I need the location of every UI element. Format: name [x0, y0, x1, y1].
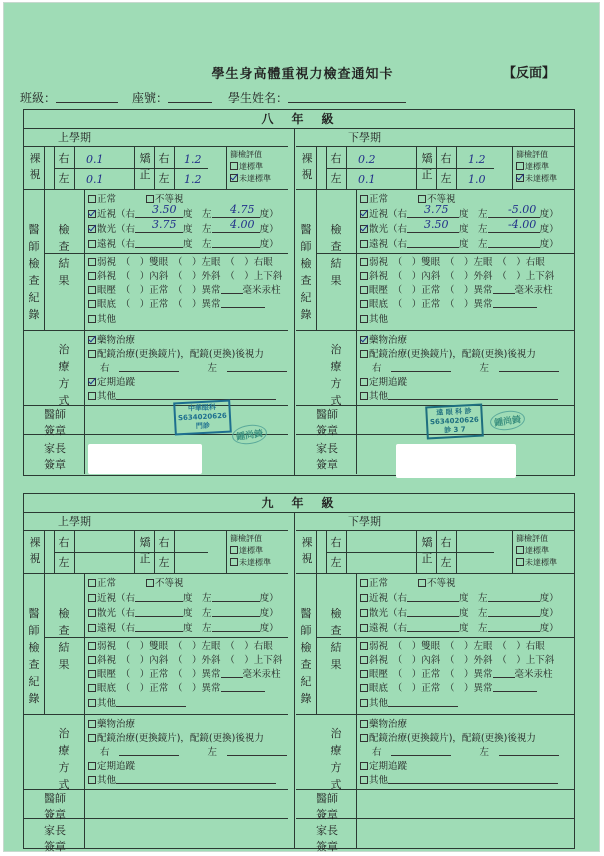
- grade9-semester1: 上學期 裸 視 右 左 矯 正 右 左 篩檢評值 達標準 未達標準 醫 師 檢 查 紀 錄 檢 查 結 果 治 療 方 式 正常 不等視 近視（右 度 左 度） 散光（右 度 左 度） 遠視（右 度 左 度） 弱視 （ ）雙眼 （ ）左眼 （ ）右眼 斜視 （ ）內斜 （ ）外斜 （ ）上下斜 眼壓 （ ）正常 （ ）異常 毫米汞柱 眼底 （ ）正常 （ ）異常 其他 藥物治療 配鏡治療(更換鏡片)，配鏡(更換)後視力 右 左 定期追蹤 其他 醫師 簽章 家長 簽章: [24, 513, 288, 848]
- card-title: 學生身高體重視力檢查通知卡: [211, 67, 394, 82]
- grade9-title: 九 年 級: [24, 494, 574, 513]
- doctor-stamp: 中華眼科 S634020626 門診: [173, 400, 232, 436]
- doctor-seal: 鍾尚錡: [489, 409, 526, 433]
- grade8-box: [23, 109, 575, 476]
- seat-field[interactable]: 座號：: [132, 89, 212, 106]
- parent-sign-label: 家長 簽章: [44, 442, 66, 471]
- name-field[interactable]: 學生姓名：: [228, 89, 406, 106]
- eval-pass[interactable]: 達標準: [230, 161, 263, 172]
- semester2-label: 下學期: [348, 131, 381, 144]
- corr-left-value: 1.2: [184, 173, 202, 186]
- doctor-seal: 鍾尚錡: [231, 423, 268, 447]
- grade8-title: 八 年 級: [24, 110, 574, 129]
- doctor-stamp: 遠 眼 科 診 S634020626 診 3 7: [425, 404, 484, 440]
- side-tag: 【反面】: [502, 66, 555, 81]
- parent-signature-redacted: [396, 444, 516, 478]
- grade8-semester1: 上學期 裸 視 右 左 0.1 0.1 矯 正 右 左 1.2 1.2 篩檢評值 達標準 未達標準 醫 師 檢 查 紀 錄 檢 查 結 果 治 療 方 式 正常 不等視 近視（右 度 左 度） 3.50 4.75 散光（右 度 左 度） 3.75 4.00 遠視（右 度 左 度） 弱視 （ ）雙眼 （ ）左眼 （ ）右眼 斜視 （ ）內斜 （ ）外斜 （ ）上下斜 眼壓 （ ）正常 （ ）異常 毫米汞柱 眼底 （ ）正常 （ ）異常 其他 藥物治療 配鏡治療(更換鏡片)，配鏡(更換)後視力 右 左 定期追蹤 其他 醫師 簽章 家長 簽章 中華眼科 S634020626 門診 鍾尚錡: [24, 129, 288, 475]
- naked-right-value: 0.1: [86, 153, 104, 166]
- treat-label: 治 療 方 式: [58, 343, 70, 408]
- semester1-label: 上學期: [58, 131, 91, 144]
- doctor-sign-label: 醫師 簽章: [44, 408, 66, 437]
- corr-right-value: 1.2: [184, 153, 202, 166]
- eval-fail[interactable]: 未達標準: [230, 173, 271, 184]
- health-card-back: [3, 2, 600, 852]
- doctor-record-label: 醫 師 檢 查 紀 錄: [28, 223, 40, 322]
- grade9-semester2: 下學期 裸 視 右 左 矯 正 右 左 篩檢評值 達標準 未達標準 醫 師 檢 查 紀 錄 檢 查 結 果 治 療 方 式 正常 不等視 近視（右 度 左 度） 散光（右 度 左 度） 遠視（右 度 左 度） 弱視 （ ）雙眼 （ ）左眼 （ ）右眼 斜視 （ ）內斜 （ ）外斜 （ ）上下斜 眼壓 （ ）正常 （ ）異常 毫米汞柱 眼底 （ ）正常 （ ）異常 其他 藥物治療 配鏡治療(更換鏡片)，配鏡(更換)後視力 右 左 定期追蹤 其他 醫師 簽章 家長 簽章: [296, 513, 574, 848]
- exam-result-label: 檢 查 結 果: [58, 223, 70, 288]
- grade9-box: [23, 493, 575, 853]
- grade8-semester2: 下學期 裸 視 右 左 0.2 0.1 矯 正 右 左 1.2 1.0 篩檢評值 達標準 未達標準 醫 師 檢 查 紀 錄 檢 查 結 果 治 療 方 式 正常 不等視 近視（右 度 左 度） 3.75 -5.00 散光（右 度 左 度） 3.50 -4.00 遠視（右 度 左 度） 弱視 （ ）雙眼 （ ）左眼 （ ）右眼 斜視 （ ）內斜 （ ）外斜 （ ）上下斜 眼壓 （ ）正常 （ ）異常 毫米汞柱 眼底 （ ）正常 （ ）異常 其他 藥物治療 配鏡治療(更換鏡片)，配鏡(更換)後視力 右 左 定期追蹤 其他 醫師 簽章 家長 簽章 遠 眼 科 診 S634020626 診 3 7 鍾尚錡: [296, 129, 574, 475]
- class-field[interactable]: 班級：: [20, 89, 118, 106]
- naked-left-value: 0.1: [86, 173, 104, 186]
- parent-signature-redacted: [88, 444, 202, 474]
